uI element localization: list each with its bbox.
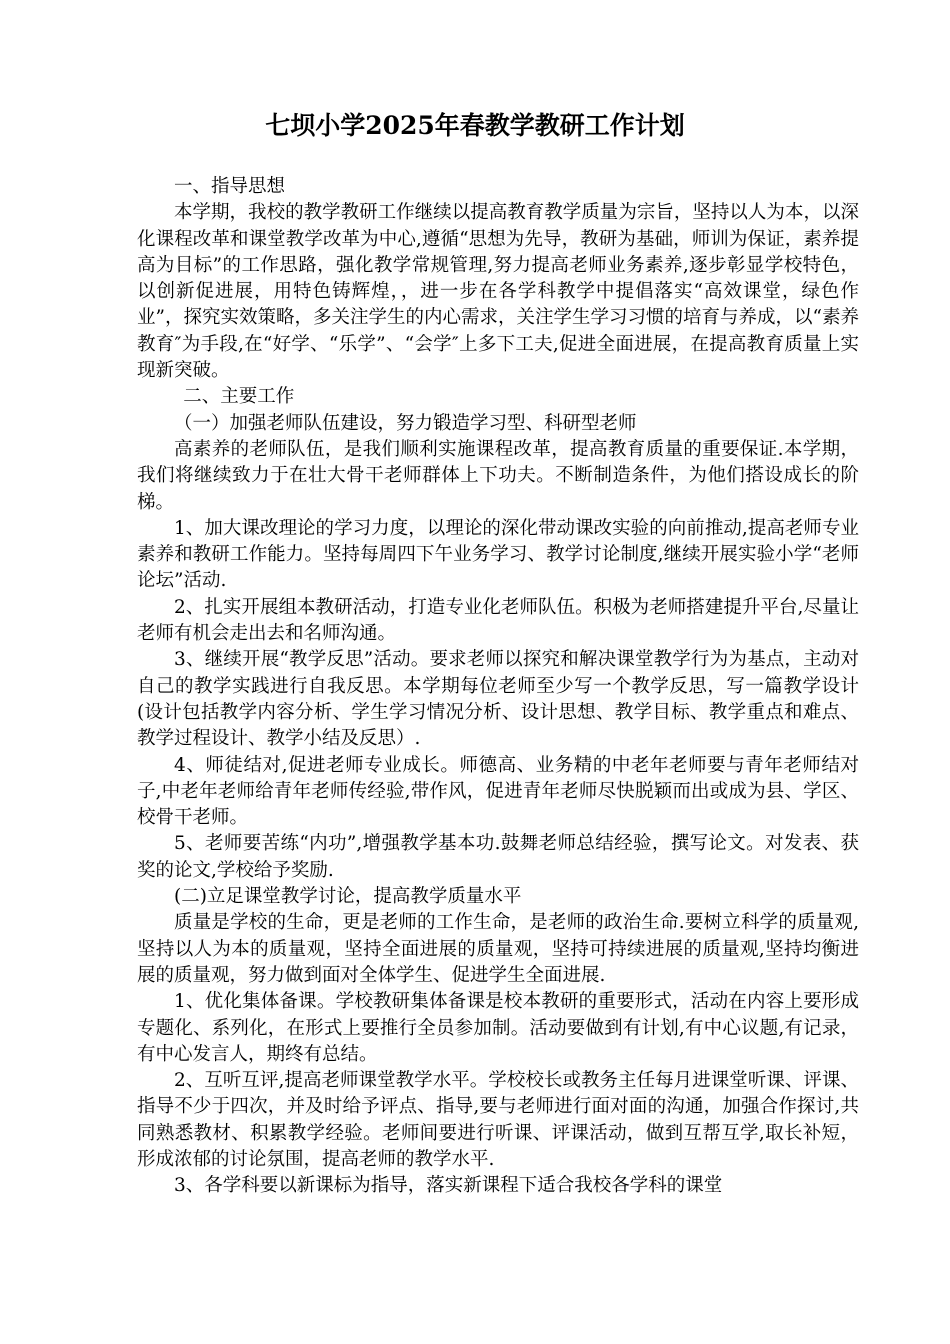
- document-title: 七坝小学2025年春教学教研工作计划: [265, 111, 685, 140]
- list-item: 5、老师要苦练“内功”,增强教学基本功.鼓舞老师总结经验，撰写论文。对发表、获奖的论文,学校给予奖励.: [137, 833, 859, 881]
- section-heading-guiding-thought: 一、指导思想: [174, 176, 286, 197]
- list-item: 1、加大课改理论的学习力度，以理论的深化带动课改实验的向前推动,提高老师专业素养和教研工作能力。坚持每周四下午业务学习、教学讨论制度,继续开展实验小学“老师论坛”活动.: [137, 517, 859, 592]
- paragraph: 本学期，我校的教学教研工作继续以提高教育教学质量为宗旨，坚持以人为本，以深化课程改革和课堂教学改革为中心,遵循“思想为先导，教研为基础，师训为保证，素养提高为目标”的工作思路，强化教学常规管理,努力提高老师业务素养,逐步彰显学校特色，以创新促进展，用特色铸辉煌，，进一步在各学科教学中提倡落实“高效课堂，绿色作业”，探究实效策略，多关注学生的内心需求，关注学生学习习惯的培育与养成，以“素养教育″为手段,在“好学、“乐学”、“会学″上多下工夫,促进全面进展，在提高教育质量上实现新突破。: [137, 202, 859, 382]
- list-item: 2、扎实开展组本教研活动，打造专业化老师队伍。积极为老师搭建提升平台,尽量让老师有机会走出去和名师沟通。: [137, 596, 859, 645]
- section-heading-main-work: 二、主要工作: [183, 386, 295, 408]
- subsection-heading-teacher-team: （一）加强老师队伍建设，努力锻造学习型、科研型老师: [174, 412, 637, 434]
- paragraph: 质量是学校的生命，更是老师的工作生命，是老师的政治生命.要树立科学的质量观,坚持以人为本的质量观，坚持全面进展的质量观，坚持可持续进展的质量观,坚持均衡进展的质量观，努力做到面对全体学生、促进学生全面进展.: [137, 912, 859, 986]
- list-item: 1、优化集体备课。学校教研集体备课是校本教研的重要形式，活动在内容上要形成专题化、系列化，在形式上要推行全员参加制。活动要做到有计划,有中心议题,有记录，有中心发言人，期终有总结。: [137, 991, 859, 1065]
- document-body: [137, 174, 859, 1200]
- list-item: 2、互听互评,提高老师课堂教学水平。学校校长或教务主任每月进课堂听课、评课、指导不少于四次，并及时给予评点、指导,要与老师进行面对面的沟通，加强合作探讨,共同熟悉教材、积累教学经验。老师间要进行听课、评课活动，做到互帮互学,取长补短，形成浓郁的讨论氛围，提高老师的教学水平.: [137, 1070, 859, 1170]
- list-item: 4、师徒结对,促进老师专业成长。师德高、业务精的中老年老师要与青年老师结对子,中老年老师给青年老师传经验,带作风，促进青年老师尽快脱颖而出或成为县、学区、校骨干老师。: [137, 754, 859, 829]
- subsection-heading-classroom: (二)立足课堂教学讨论，提高教学质量水平: [174, 886, 522, 908]
- paragraph: 高素养的老师队伍，是我们顺利实施课程改革，提高教育质量的重要保证.本学期，我们将继续致力于在壮大骨干老师群体上下功夫。不断制造条件，为他们搭设成长的阶梯。: [137, 438, 859, 513]
- list-item: 3、继续开展“教学反思”活动。要求老师以探究和解决课堂教学行为为基点，主动对自己的教学实践进行自我反思。本学期每位老师至少写一个教学反思，写一篇教学设计(设计包括教学内容分析、学生学习情况分析、设计思想、教学目标、教学重点和难点、教学过程设计、教学小结及反思）.: [137, 649, 859, 750]
- list-item: 3、各学科要以新课标为指导，落实新课程下适合我校各学科的课堂: [174, 1175, 723, 1197]
